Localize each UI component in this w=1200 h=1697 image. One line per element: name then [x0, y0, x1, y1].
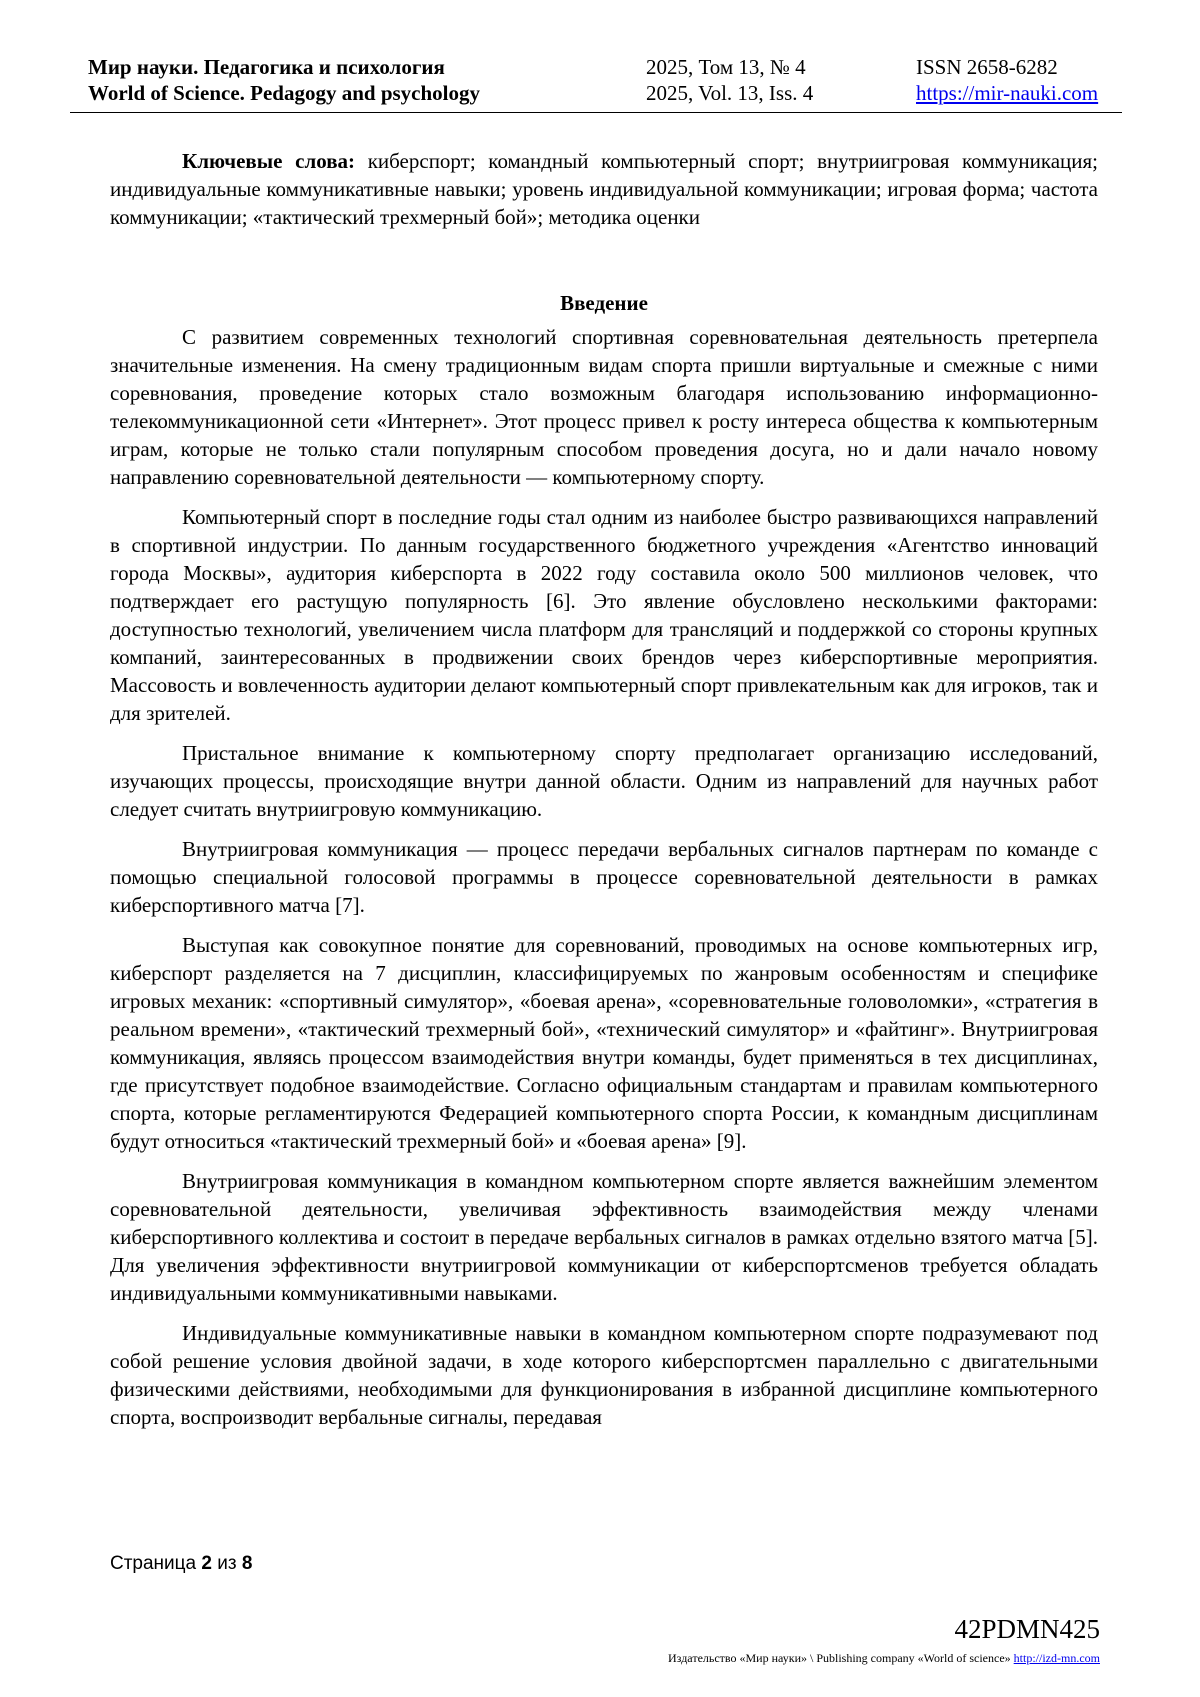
body-paragraph: Выступая как совокупное понятие для соревнований, проводимых на основе компьютерных игр, киберспорт разделяется на 7 дисциплин, классифицируемых по жанровым особенностям и специфике игровых механик: «спортивный симулятор», «боевая арена», «соревновательные головоломки», «стратегия в реальном времени», «тактический трехмерный бой», «технический симулятор» и «файтинг». Внутриигровая коммуникация, являясь процессом взаимодействия внутри команды, будет применяться в тех дисциплинах, где присутствует подобное взаимодействие. Согласно официальным стандартам и правилам компьютерного спорта, которые регламентируются Федерацией компьютерного спорта России, к командным дисциплинам будут относиться «тактический трехмерный бой» и «боевая арена» [9]. — [110, 933, 1098, 1153]
body-paragraph: С развитием современных технологий спортивная соревновательная деятельность претерпела значительные изменения. На смену традиционным видам спорта пришли виртуальные и смежные с ними соревнования, проведение которых стало возможным благодаря использованию информационно-телекоммуникационной сети «Интернет». Этот процесс привел к росту интереса общества к компьютерным играм, которые не только стали популярным способом проведения досуга, но и дали начало новому направлению соревновательной деятельности — компьютерному спорту. — [110, 325, 1098, 489]
publisher-link[interactable]: http://izd-mn.com — [1013, 1651, 1100, 1665]
issue-info-ru: 2025, Том 13, № 4 — [646, 55, 806, 79]
section-title: Введение — [560, 291, 648, 315]
page-current: 2 — [201, 1553, 212, 1574]
keywords-paragraph — [110, 147, 1098, 231]
journal-website-link[interactable]: https://mir-nauki.com — [916, 81, 1099, 105]
journal-header — [70, 50, 1122, 113]
body-paragraph: Внутриигровая коммуникация в командном компьютерном спорте является важнейшим элементом соревновательной деятельности, увеличивая эффективность взаимодействия между членами киберспортивного коллектива и состоит в передаче вербальных сигналов в рамках отдельно взятого матча [5]. Для увеличения эффективности внутриигровой коммуникации от киберспортсменов требуется обладать индивидуальными коммуникативными навыками. — [110, 1169, 1098, 1305]
issue-info-en: 2025, Vol. 13, Iss. 4 — [646, 81, 814, 105]
journal-title-en: World of Science. Pedagogy and psychology — [88, 81, 481, 105]
article-code: 42PDMN425 — [954, 1614, 1100, 1644]
issn-number: ISSN 2658-6282 — [916, 55, 1058, 79]
publisher-line — [668, 1651, 1100, 1666]
publisher-text: Издательство «Мир науки» \ Publishing company «World of science» — [668, 1651, 1011, 1665]
keywords-text: киберспорт; командный компьютерный спорт; внутриигровая коммуникация; индивидуальные коммуникативные навыки; уровень индивидуальной коммуникации; игровая форма; частота коммуникации; «тактический трехмерный бой»; методика оценки — [110, 149, 1098, 229]
body-paragraph: Индивидуальные коммуникативные навыки в командном компьютерном спорте подразумевают под собой решение условия двойной задачи, в ходе которого киберспортсмен параллельно с двигательными физическими действиями, необходимыми для функционирования в избранной дисциплине компьютерного спорта, воспроизводит вербальные сигналы, передавая — [110, 1321, 1098, 1429]
body-paragraph: Пристальное внимание к компьютерному спорту предполагает организацию исследований, изучающих процессы, происходящие внутри данной области. Одним из направлений для научных работ следует считать внутриигровую коммуникацию. — [110, 741, 1098, 821]
body-paragraph: Компьютерный спорт в последние годы стал одним из наиболее быстро развивающихся направлений в спортивной индустрии. По данным государственного бюджетного учреждения «Агентство инноваций города Москвы», аудитория киберспорта в 2022 году составила около 500 миллионов человек, что подтверждает его растущую популярность [6]. Это явление обусловлено несколькими факторами: доступностью технологий, увеличением числа платформ для трансляций и поддержкой со стороны крупных компаний, заинтересованных в продвижении своих брендов через киберспортивные мероприятия. Массовость и вовлеченность аудитории делают компьютерный спорт привлекательным как для игроков, так и для зрителей. — [110, 505, 1098, 725]
journal-title-block — [88, 54, 480, 106]
journal-title-ru: Мир науки. Педагогика и психология — [88, 55, 445, 79]
body-paragraph: Внутриигровая коммуникация — процесс передачи вербальных сигналов партнерам по команде с помощью специальной голосовой программы в процессе соревновательной деятельности в рамках киберспортивного матча [7]. — [110, 837, 1098, 917]
issue-info-block — [646, 54, 813, 106]
issn-block — [916, 54, 1098, 106]
page-total: 8 — [241, 1553, 253, 1574]
page-word: Страница — [110, 1553, 197, 1574]
article-body — [110, 147, 1098, 1443]
keywords-label: Ключевые слова: — [182, 149, 356, 173]
page-number — [110, 1553, 252, 1575]
page-of: из — [217, 1553, 237, 1574]
